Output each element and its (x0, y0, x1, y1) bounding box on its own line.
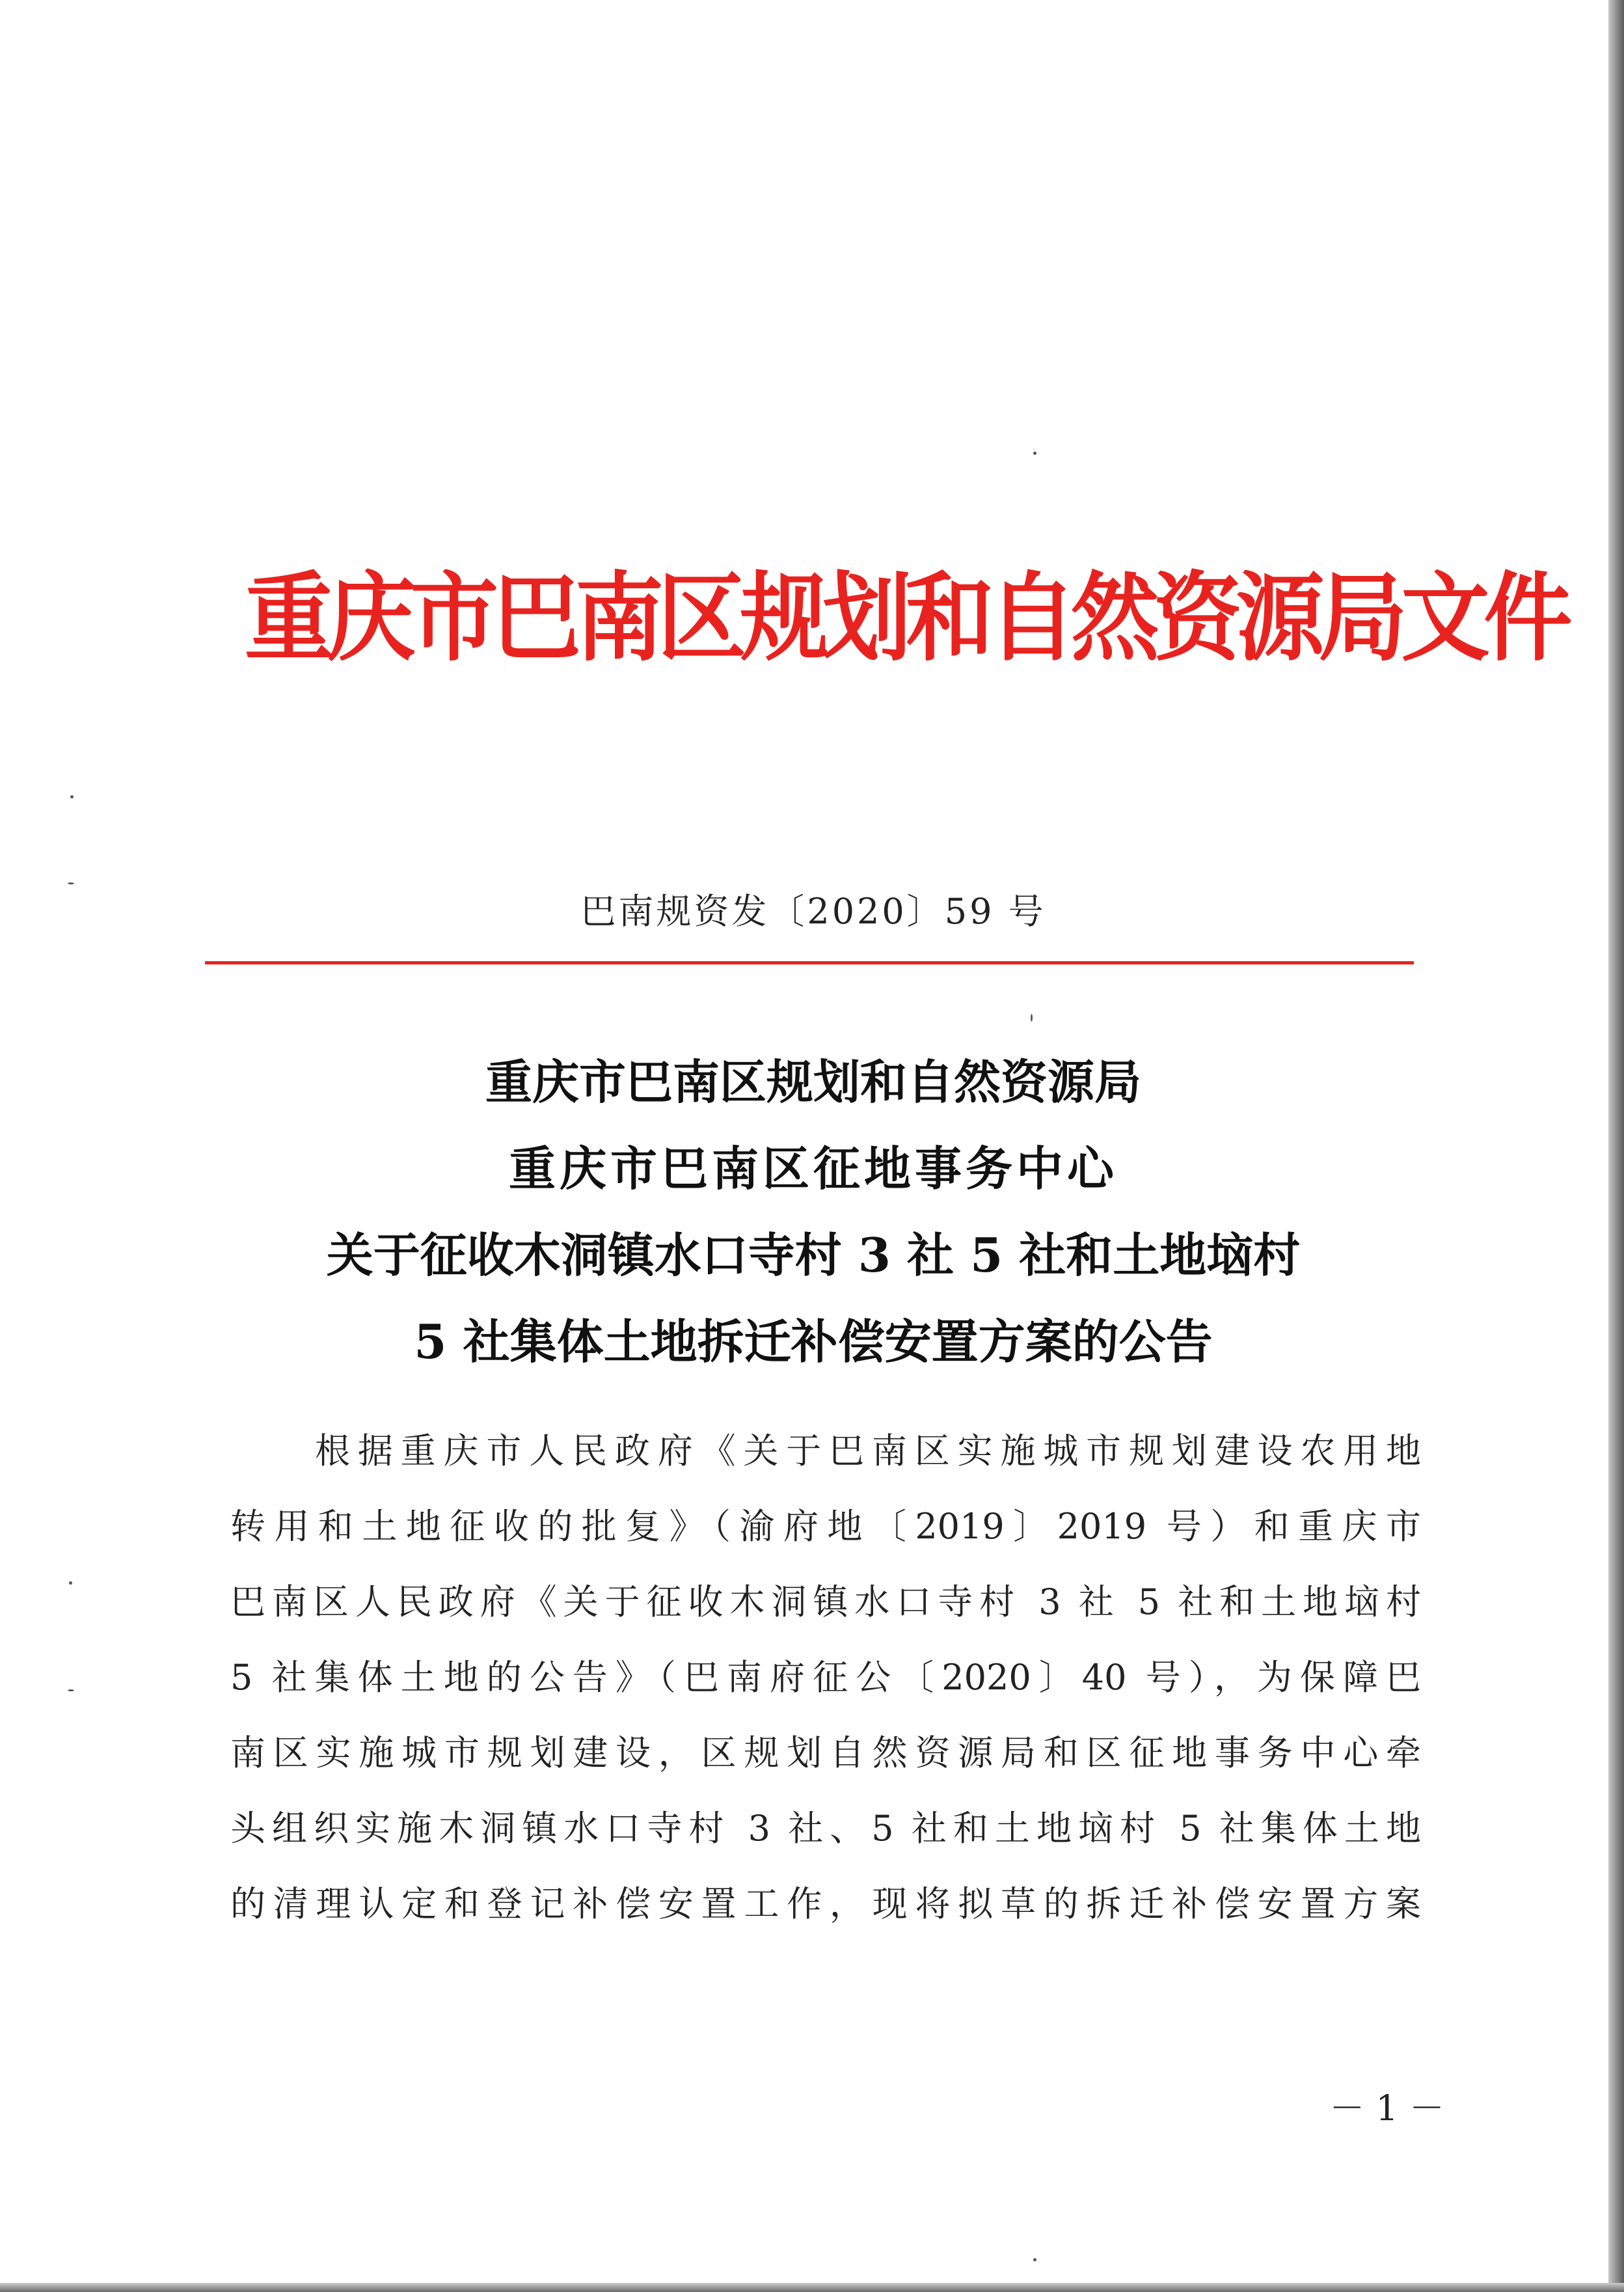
body-line: 南区实施城市规划建设，区规划自然资源局和区征地事务中心牵 (230, 1732, 1421, 1773)
body-line: 巴南区人民政府《关于征收木洞镇水口寺村 3 社 5 社和土地垴村 (230, 1581, 1421, 1622)
notice-title-line: 关于征收木洞镇水口寺村 3 社 5 社和土地垴村 (326, 1227, 1301, 1283)
scan-speck (69, 1581, 72, 1585)
issuer-header-title: 重庆市巴南区规划和自然资源局文件 (245, 566, 1567, 673)
body-line: 的清理认定和登记补偿安置工作，现将拟草的拆迁补偿安置方案 (230, 1883, 1421, 1924)
document-number: 巴南规资发〔2020〕59 号 (580, 891, 1046, 932)
body-line: 头组织实施木洞镇水口寺村 3 社、5 社和土地垴村 5 社集体土地 (230, 1808, 1421, 1849)
notice-title-line: 5 社集体土地拆迁补偿安置方案的公告 (414, 1314, 1213, 1369)
body-paragraph (230, 1413, 1421, 1942)
body-line: 转用和土地征收的批复》（渝府地〔2019〕2019 号）和重庆市 (230, 1506, 1421, 1547)
scan-edge-shadow (0, 2283, 1624, 2292)
notice-title-line: 重庆市巴南区征地事务中心 (508, 1141, 1118, 1196)
scan-speck (68, 1689, 74, 1691)
notice-title-line: 重庆市巴南区规划和自然资源局 (485, 1054, 1141, 1110)
notice-title (195, 1039, 1431, 1385)
body-line: 5 社集体土地的公告》（巴南府征公〔2020〕40 号），为保障巴 (230, 1657, 1421, 1698)
page-number: － 1 － (1329, 2088, 1444, 2129)
scan-speck (68, 882, 74, 884)
scan-speck (1031, 1014, 1033, 1022)
scan-speck (1033, 452, 1036, 455)
scan-speck (70, 795, 74, 798)
scan-edge-shadow (1608, 0, 1624, 2292)
red-divider-rule (205, 961, 1414, 964)
body-line: 根据重庆市人民政府《关于巴南区实施城市规划建设农用地 (315, 1430, 1421, 1471)
scan-speck (1033, 2258, 1036, 2261)
